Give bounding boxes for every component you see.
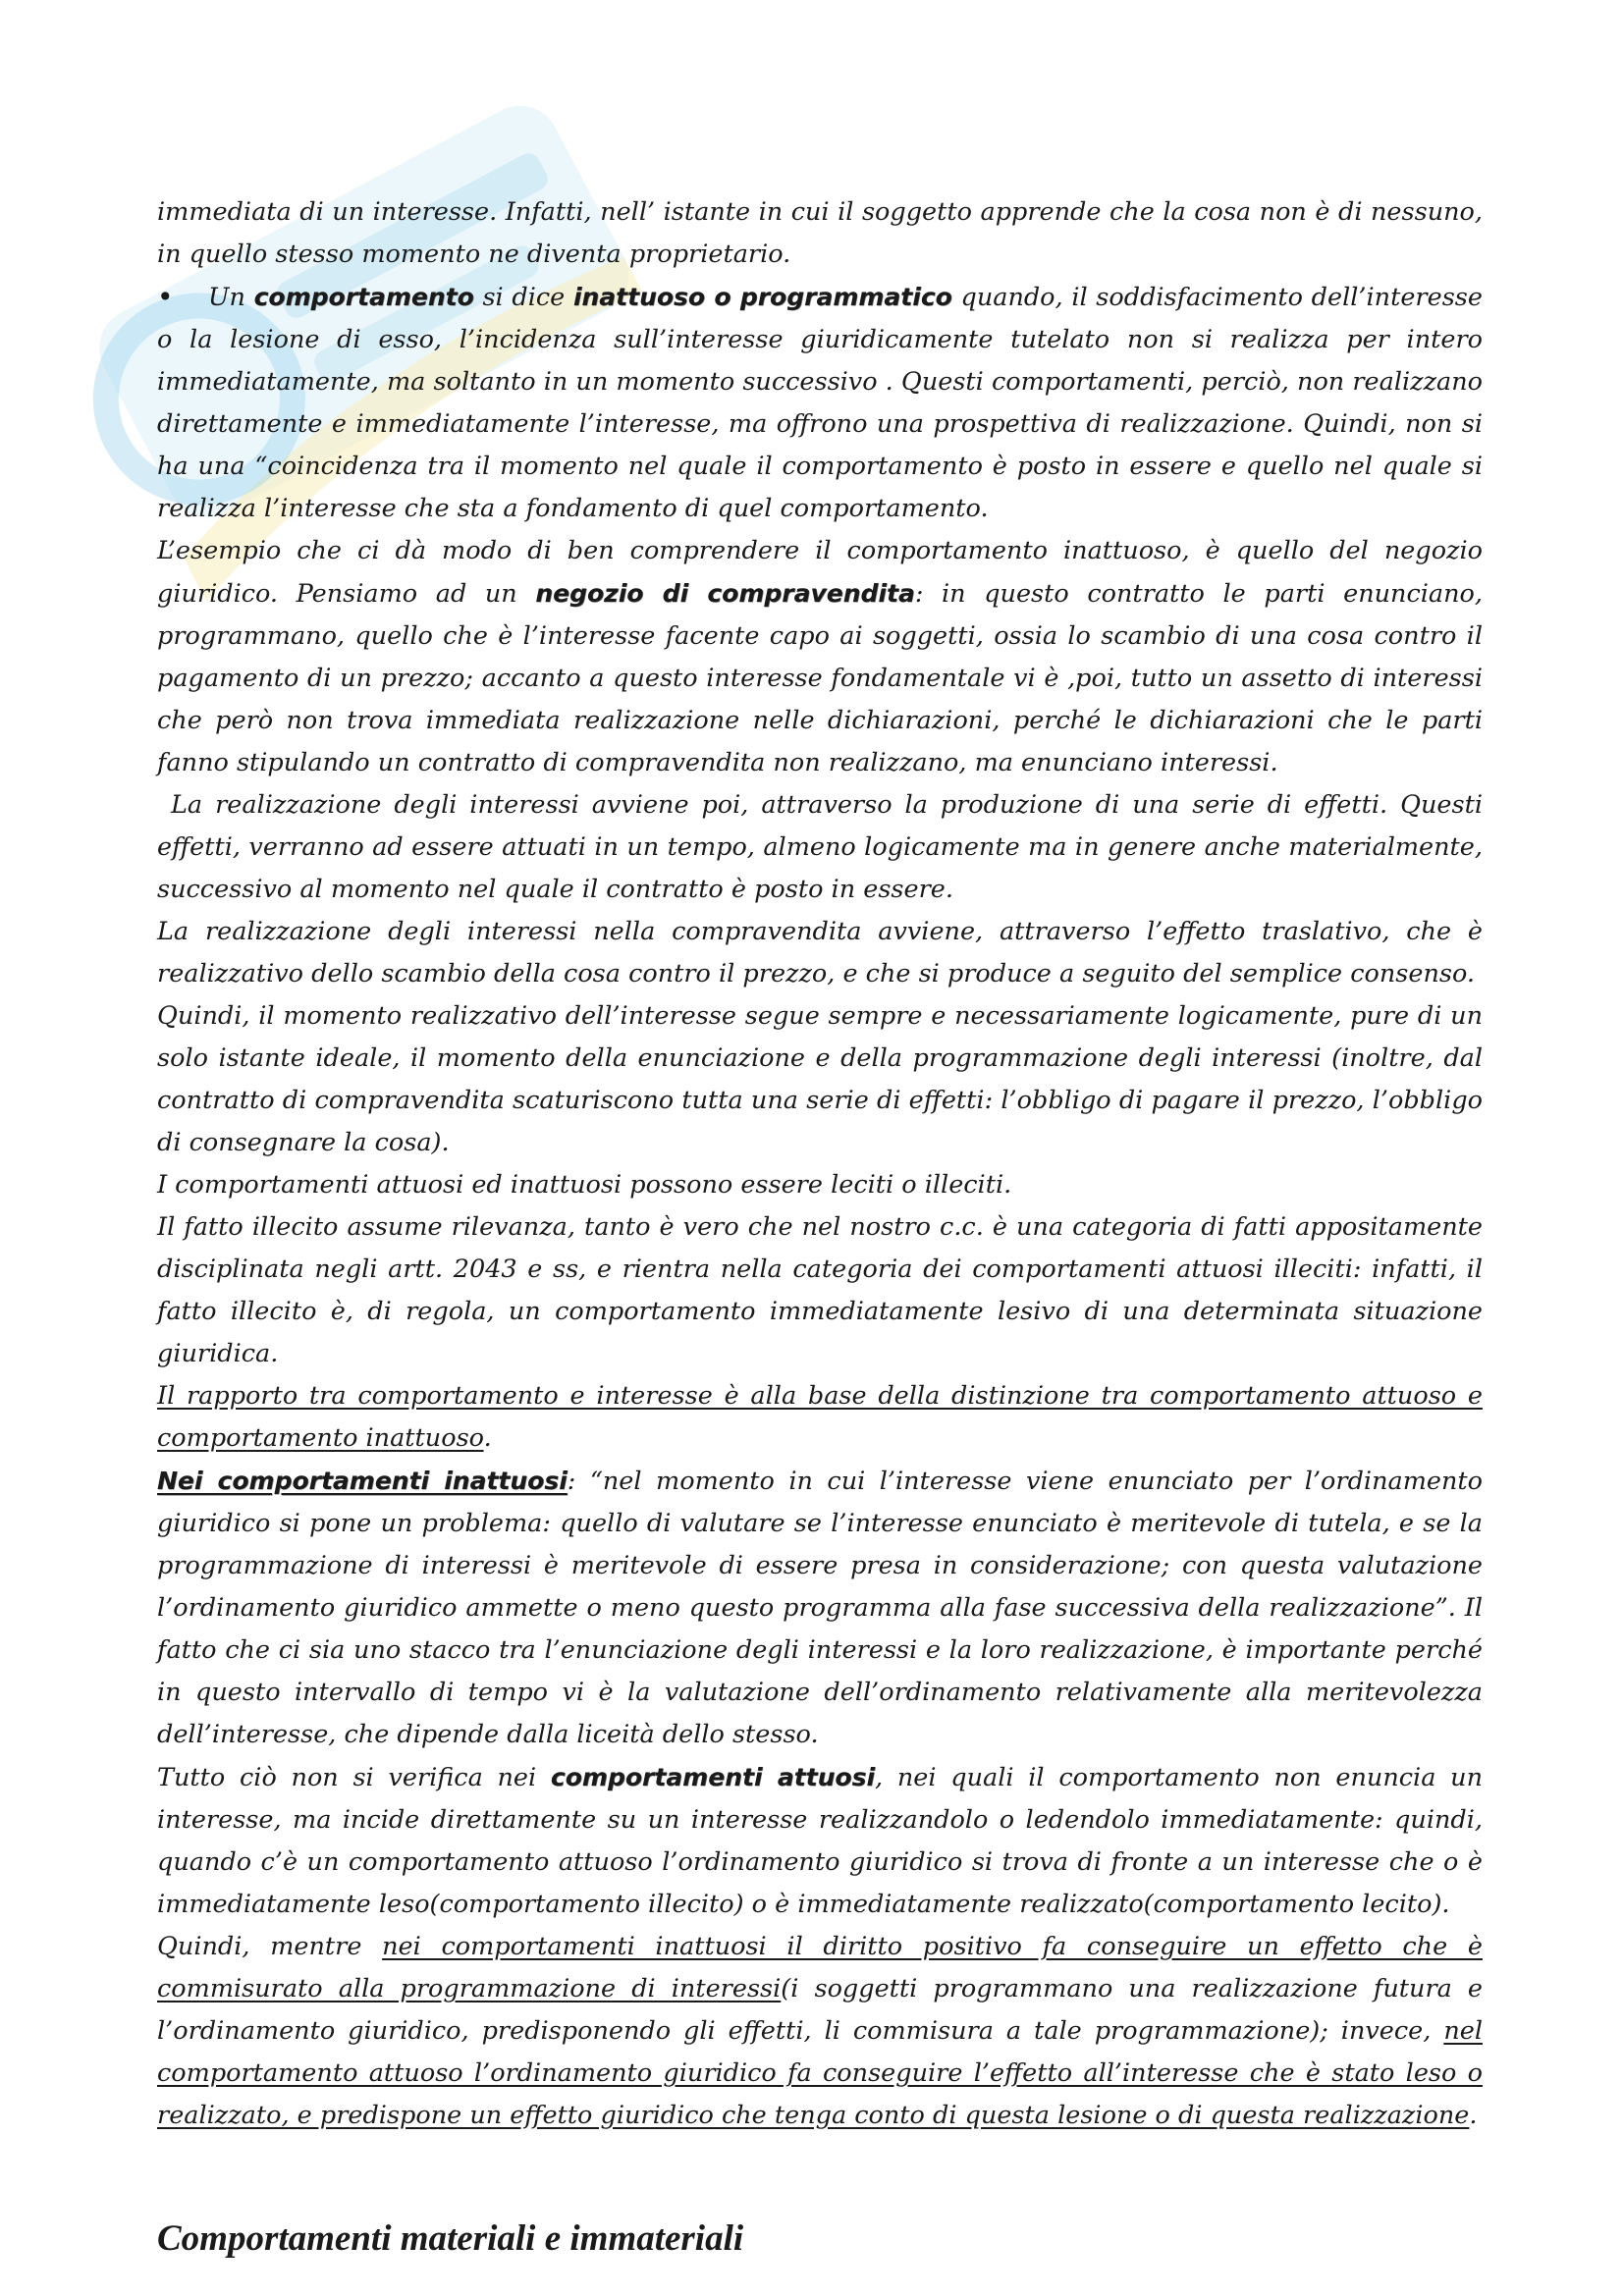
paragraph: La realizzazione degli interessi nella compravendita avviene, attraverso l’effetto traslativo, che è realizzativo dello scambio della cosa contro il prezzo, e che si produce a seguito del semplice consenso. bbox=[157, 917, 1483, 988]
paragraph: I comportamenti attuosi ed inattuosi possono essere leciti o illeciti. bbox=[157, 1170, 1012, 1200]
paragraph: La realizzazione degli interessi avviene poi, attraverso la produzione di una serie di effetti. Questi effetti, verranno ad essere attuati in un tempo, almeno logicamente ma in genere anche materialmente, successivo al momento nel quale il contratto è posto in essere. bbox=[157, 790, 1483, 904]
document-body bbox=[157, 191, 1483, 2263]
paragraph: Quindi, il momento realizzativo dell’interesse segue sempre e necessariamente logicamente, pure di un solo istante ideale, il momento della enunciazione e della programmazione degli interessi (inoltre, dal contratto di compravendita scaturiscono tutta una serie di effetti: l’obbligo di pagare il prezzo, l’obbligo di consegnare la cosa). bbox=[157, 1001, 1483, 1157]
paragraph: immediata di un interesse. Infatti, nell’ istante in cui il soggetto apprende che la cosa non è di nessuno, in quello stesso momento ne diventa proprietario. bbox=[157, 197, 1483, 269]
paragraph: Tutto ciò non si verifica nei comportamenti attuosi, nei quali il comportamento non enuncia un interesse, ma incide direttamente su un interesse realizzandolo o ledendolo immediatamente: quindi, quando c’è un comportamento attuoso l’ordinamento giuridico si trova di fronte a un interesse che o è immediatamente leso(comportamento illecito) o è immediatamente realizzato(comportamento lecito). bbox=[157, 1763, 1483, 1919]
paragraph: L’esempio che ci dà modo di ben comprendere il comportamento inattuoso, è quello del negozio giuridico. Pensiamo ad un negozio di compravendita: in questo contratto le parti enunciano, programmano, quello che è l’interesse facente capo ai soggetti, ossia lo scambio di una cosa contro il pagamento di un prezzo; accanto a questo interesse fondamentale vi è ,poi, tutto un assetto di interessi che però non trova immediata realizzazione nelle dichiarazioni, perché le dichiarazioni che le parti fanno stipulando un contratto di compravendita non realizzano, ma enunciano interessi. bbox=[157, 536, 1483, 777]
section-heading: Comportamenti materiali e immateriali bbox=[157, 2218, 744, 2259]
bullet-paragraph: • Un comportamento si dice inattuoso o programmatico quando, il soddisfacimento dell’interesse o la lesione di esso, l’incidenza sull’interesse giuridicamente tutelato non si realizza per intero immediatamente, ma soltanto in un momento successivo . Questi comportamenti, perciò, non realizzano direttamente e immediatamente l’interesse, ma offrono una prospettiva di realizzazione. Quindi, non si ha una “coincidenza tra il momento nel quale il comportamento è posto in essere e quello nel quale si realizza l’interesse che sta a fondamento di quel comportamento. bbox=[157, 276, 1483, 530]
paragraph: Il rapporto tra comportamento e interesse è alla base della distinzione tra comportamento attuoso e comportamento inattuoso. bbox=[157, 1381, 1483, 1453]
paragraph: Nei comportamenti inattuosi: “nel momento in cui l’interesse viene enunciato per l’ordinamento giuridico si pone un problema: quello di valutare se l’interesse enunciato è meritevole di tutela, e se la programmazione di interessi è meritevole di essere presa in considerazione; con questa valutazione l’ordinamento giuridico ammette o meno questo programma alla fase successiva della realizzazione”. Il fatto che ci sia uno stacco tra l’enunciazione degli interessi e la loro realizzazione, è importante perché in questo intervallo di tempo vi è la valutazione dell’ordinamento relativamente alla meritevolezza dell’interesse, che dipende dalla liceità dello stesso. bbox=[157, 1467, 1483, 1749]
paragraph: Quindi, mentre nei comportamenti inattuosi il diritto positivo fa conseguire un effetto che è commisurato alla programmazione di interessi(i soggetti programmano una realizzazione futura e l’ordinamento giuridico, predisponendo gli effetti, li commisura a tale programmazione); invece, nel comportamento attuoso l’ordinamento giuridico fa conseguire l’effetto all’interesse che è stato leso o realizzato, e predispone un effetto giuridico che tenga conto di questa lesione o di questa realizzazione. bbox=[157, 1932, 1484, 2130]
underlined-text: nei comportamenti inattuosi il diritto positivo fa conseguire un effetto che è commisurato alla programmazione di interessi bbox=[157, 1932, 1483, 2003]
underlined-text: Il rapporto tra comportamento e interesse è alla base della distinzione tra comportamento attuoso e comportamento inattuoso bbox=[157, 1381, 1483, 1453]
bold-term: negozio di compravendita bbox=[535, 579, 915, 608]
bold-term: inattuoso o programmatico bbox=[572, 283, 952, 311]
bold-term: comportamento bbox=[253, 283, 474, 311]
bold-term: Nei comportamenti inattuosi bbox=[157, 1467, 568, 1495]
paragraph: Il fatto illecito assume rilevanza, tanto è vero che nel nostro c.c. è una categoria di fatti appositamente disciplinata negli artt. 2043 e ss, e rientra nella categoria dei comportamenti attuosi illeciti: infatti, il fatto illecito è, di regola, un comportamento immediatamente lesivo di una determinata situazione giuridica. bbox=[157, 1212, 1483, 1368]
underlined-text: nel comportamento attuoso l’ordinamento giuridico fa conseguire l’effetto all’interesse che è stato leso o realizzato, e predispone un effetto giuridico che tenga conto di questa lesione o di questa realizzazione bbox=[157, 2016, 1483, 2130]
bold-term: comportamenti attuosi bbox=[550, 1763, 876, 1791]
